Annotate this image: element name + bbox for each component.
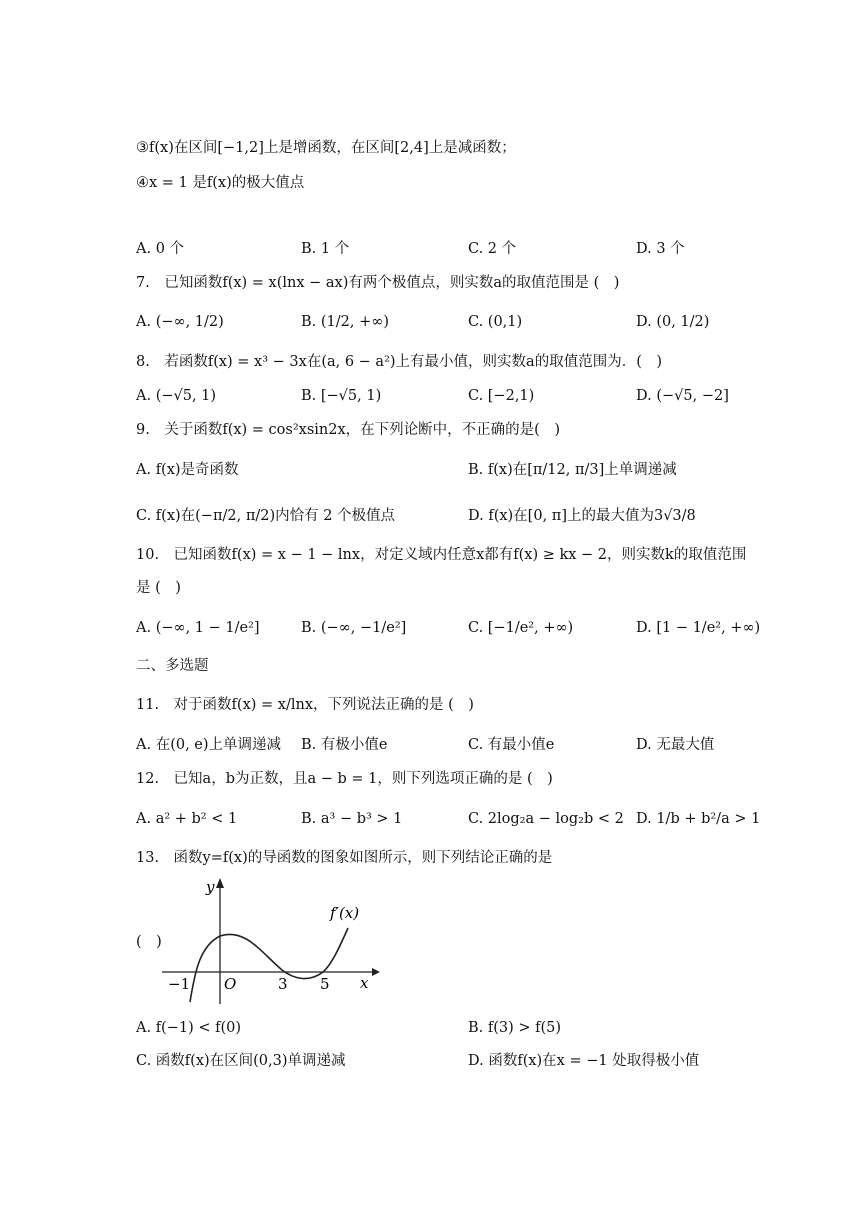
derivative-graph: [160, 876, 380, 1006]
q12-option-a: A. a² + b² < 1: [136, 811, 238, 827]
tick-label-3: 3: [278, 975, 288, 993]
q11-stem: 11. 对于函数f(x) = x/lnx，下列说法正确的是 ( ): [136, 697, 474, 713]
q7-option-b: B. (1/2, +∞): [301, 314, 389, 330]
q9-option-a: A. f(x)是奇函数: [136, 462, 239, 478]
q8-option-c: C. [−2,1): [468, 388, 535, 404]
q13-option-b: B. f(3) > f(5): [468, 1020, 562, 1036]
q7-option-a: A. (−∞, 1/2): [136, 314, 224, 330]
q8-option-a: A. (−√5, 1): [136, 388, 217, 404]
q7-stem: 7. 已知函数f(x) = x(lnx − ax)有两个极值点，则实数a的取值范围是 ( ): [136, 275, 620, 291]
q9-stem: 9. 关于函数f(x) = cos²xsin2x，在下列论断中，不正确的是( ): [136, 422, 560, 438]
q6-option-a: A. 0 个: [136, 241, 185, 257]
q12-stem: 12. 已知a，b为正数，且a − b = 1，则下列选项正确的是 ( ): [136, 771, 553, 787]
q7-option-c: C. (0,1): [468, 314, 523, 330]
q13-option-a: A. f(−1) < f(0): [136, 1020, 242, 1036]
statement-4: ④x = 1 是f(x)的极大值点: [136, 175, 305, 191]
q9-option-b: B. f(x)在[π/12, π/3]上单调递减: [468, 462, 677, 478]
q11-option-c: C. 有最小值e: [468, 737, 555, 753]
q10-option-b: B. (−∞, −1/e²]: [301, 620, 407, 636]
q9-option-c: C. f(x)在(−π/2, π/2)内恰有 2 个极值点: [136, 508, 396, 524]
q13-option-d: D. 函数f(x)在x = −1 处取得极小值: [468, 1053, 700, 1069]
q12-option-b: B. a³ − b³ > 1: [301, 811, 403, 827]
y-axis-arrow: [216, 878, 224, 888]
q13-option-c: C. 函数f(x)在区间(0,3)单调递减: [136, 1053, 346, 1069]
q7-option-d: D. (0, 1/2): [636, 314, 710, 330]
tick-label-neg1: −1: [168, 975, 191, 993]
q12-option-d: D. 1/b + b²/a > 1: [636, 811, 761, 827]
tick-label-5: 5: [320, 975, 330, 993]
q11-option-b: B. 有极小值e: [301, 737, 388, 753]
q10-stem-line2: 是 ( ): [136, 580, 181, 596]
q10-option-a: A. (−∞, 1 − 1/e²]: [136, 620, 260, 636]
q13-paren: ( ): [136, 934, 162, 950]
curve-label: f′(x): [330, 904, 360, 922]
y-axis-label: y: [206, 878, 215, 896]
q9-option-d: D. f(x)在[0, π]上的最大值为3√3/8: [468, 508, 696, 524]
statement-3: ③f(x)在区间[−1,2]上是增函数，在区间[2,4]上是减函数；: [136, 140, 516, 156]
q13-stem: 13. 函数y=f(x)的导函数的图象如图所示，则下列结论正确的是: [136, 850, 553, 866]
x-axis-label: x: [360, 974, 369, 992]
q10-stem-line1: 10. 已知函数f(x) = x − 1 − lnx，对定义域内任意x都有f(x) ≥ kx − 2，则实数k的取值范围: [136, 547, 747, 563]
origin-label: O: [224, 975, 237, 993]
q11-option-a: A. 在(0, e)上单调递减: [136, 737, 282, 753]
q6-option-b: B. 1 个: [301, 241, 350, 257]
q12-option-c: C. 2log₂a − log₂b < 2: [468, 811, 624, 827]
q8-option-d: D. (−√5, −2]: [636, 388, 729, 404]
q10-option-c: C. [−1/e², +∞): [468, 620, 574, 636]
q8-option-b: B. [−√5, 1): [301, 388, 382, 404]
section-title: 二、多选题: [136, 658, 209, 674]
q10-option-d: D. [1 − 1/e², +∞): [636, 620, 761, 636]
q11-option-d: D. 无最大值: [636, 737, 715, 753]
q6-option-c: C. 2 个: [468, 241, 517, 257]
q6-option-d: D. 3 个: [636, 241, 685, 257]
q8-stem: 8. 若函数f(x) = x³ − 3x在(a, 6 − a²)上有最小值，则实数a的取值范围为．( ): [136, 354, 663, 370]
x-axis-arrow: [372, 968, 380, 976]
